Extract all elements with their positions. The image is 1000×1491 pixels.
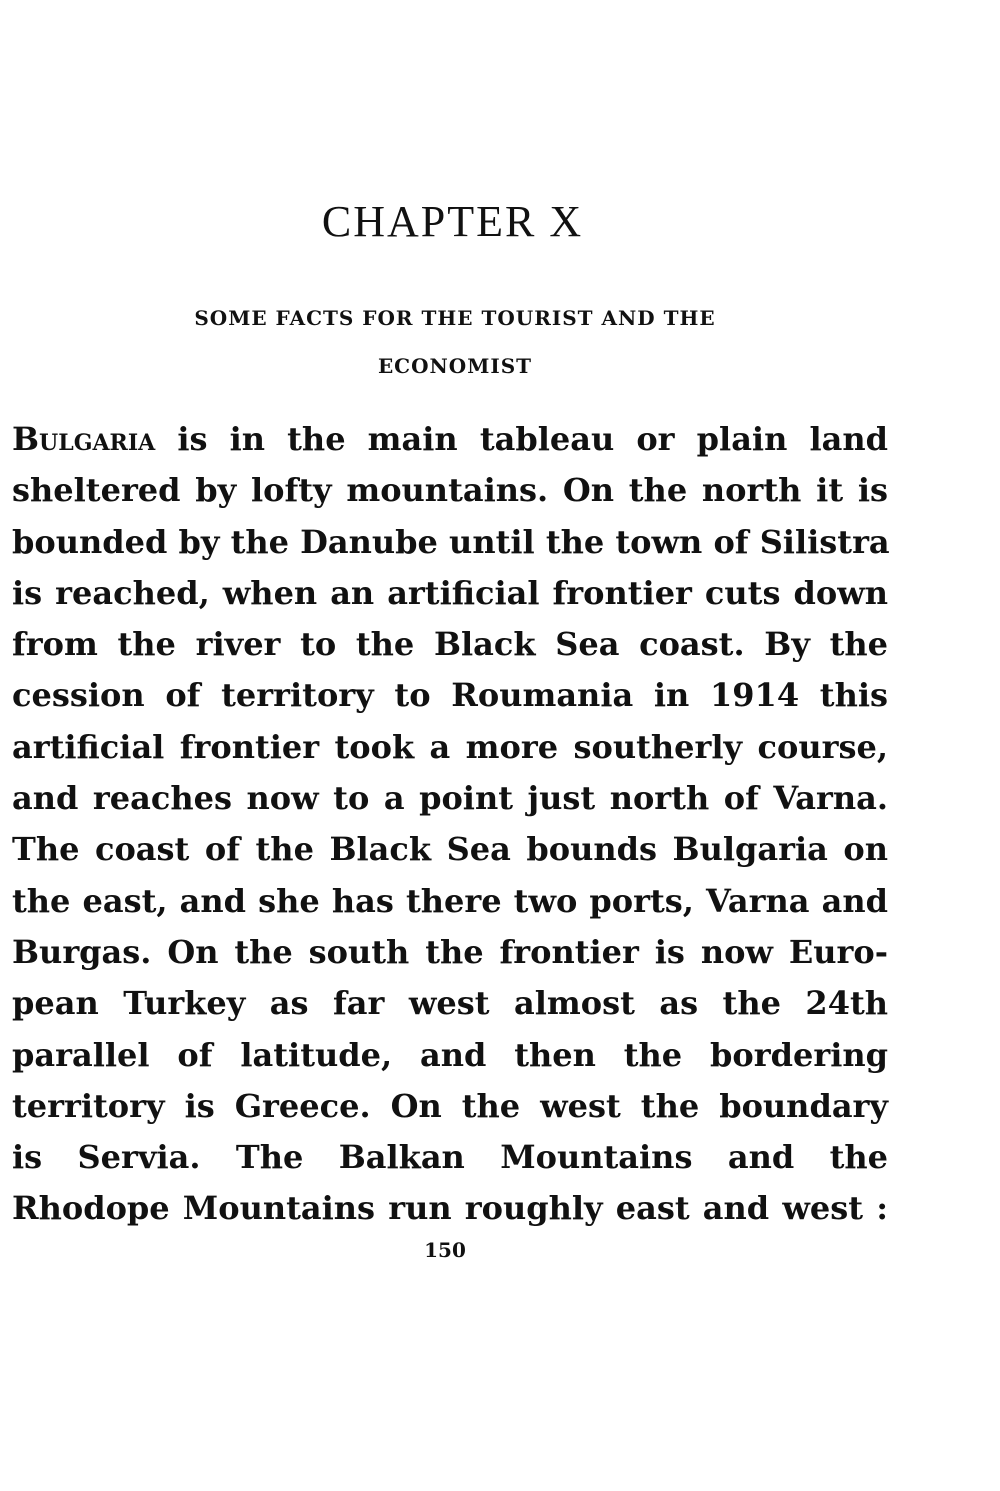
paragraph-line-8: and reaches now to a point just north of Varna. [12,779,888,818]
paragraph-line-1 [12,414,888,465]
paragraph-line-10: the east, and she has there two ports, Varna and [12,881,888,920]
paragraph-line-6: cession of territory to Roumania in 1914 this [12,676,888,715]
body-paragraph [12,414,888,1235]
paragraph-line-15: is Servia. The Balkan Mountains and the [12,1138,888,1177]
page-number: 150 [424,1238,466,1262]
paragraph-line-9: The coast of the Black Sea bounds Bulgaria on [12,830,888,869]
paragraph-line-7: artificial frontier took a more southerly course, [12,727,888,766]
paragraph-line-1-text: is in the main tableau or plain land [155,420,888,458]
chapter-subtitle-line-1: SOME FACTS FOR THE TOURIST AND THE [194,306,716,330]
lead-word: Bulgaria [12,420,156,458]
paragraph-line-2: sheltered by lofty mountains. On the north it is [12,471,888,510]
paragraph-line-11: Burgas. On the south the frontier is now Euro- [12,932,888,971]
paragraph-line-4: is reached, when an artificial frontier cuts down [12,573,888,612]
paragraph-line-13: parallel of latitude, and then the bordering [12,1035,888,1074]
paragraph-line-16: Rhodope Mountains run roughly east and west : [12,1189,888,1228]
paragraph-line-14: territory is Greece. On the west the boundary [12,1086,888,1125]
chapter-subtitle [90,294,820,390]
paragraph-line-3: bounded by the Danube until the town of Silistra [12,522,890,561]
paragraph-line-5: from the river to the Black Sea coast. By the [12,625,888,664]
paragraph-line-12: pean Turkey as far west almost as the 24th [12,984,888,1023]
chapter-subtitle-line-2: ECONOMIST [377,354,533,378]
chapter-title: CHAPTER X [321,197,584,246]
